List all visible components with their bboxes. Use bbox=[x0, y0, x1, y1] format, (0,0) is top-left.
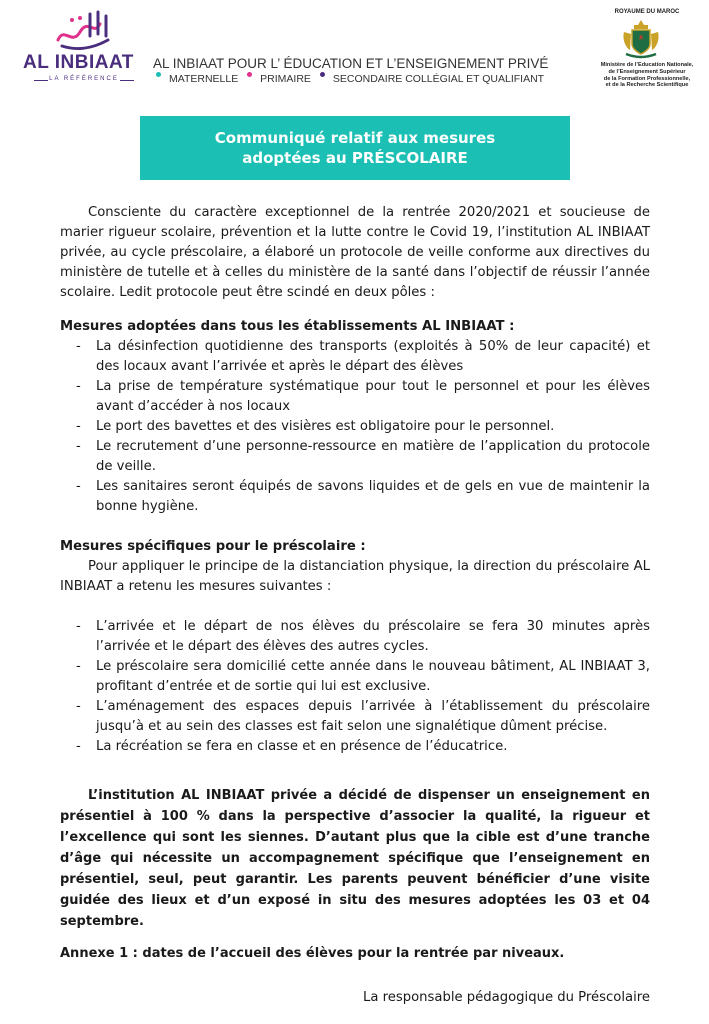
section2-intro: Pour appliquer le principe de la distanciation physique, la direction du préscolaire AL INBIAAT a retenu les mesures suivantes : bbox=[60, 559, 650, 594]
section1-list bbox=[60, 337, 650, 517]
ministry-line: de l’Enseignement Supérieur bbox=[608, 68, 686, 75]
banner-title: Communiqué relatif aux mesures adoptées au PRÉSCOLAIRE bbox=[214, 129, 496, 167]
list-item: - Le recrutement d’une personne-ressource en matière de l’application du protocole de veille. bbox=[60, 437, 650, 477]
ministry-line: de la Formation Professionnelle, bbox=[603, 75, 691, 82]
header-title: AL INBIAAT POUR L’ ÉDUCATION ET L’ENSEIGNEMENT PRIVÉ bbox=[153, 56, 549, 71]
logo-name: AL INBIAAT bbox=[23, 52, 134, 73]
section1-heading: Mesures adoptées dans tous les établissements AL INBIAAT : bbox=[60, 319, 515, 334]
ministry-label bbox=[590, 62, 704, 89]
cycles-line bbox=[150, 72, 544, 85]
list-item: - La désinfection quotidienne des transports (exploités à 50% de leur capacité) et des locaux avant l’arrivée et après le départ des élèves bbox=[60, 337, 650, 377]
cycle-dot-icon bbox=[247, 72, 252, 77]
cycle-maternelle: MATERNELLE bbox=[169, 73, 239, 85]
kingdom-label: ROYAUME DU MAROC bbox=[614, 9, 680, 15]
signature: La responsable pédagogique du Préscolaire bbox=[362, 990, 650, 1005]
cycle-dot-icon bbox=[320, 72, 325, 77]
list-item: - L’arrivée et le départ de nos élèves du préscolaire se fera 30 minutes après l’arrivée et le départ des élèves des autres cycles. bbox=[60, 617, 650, 657]
cycle-dot-icon bbox=[156, 72, 161, 77]
annex-line: Annexe 1 : dates de l’accueil des élèves pour la rentrée par niveaux. bbox=[60, 946, 565, 961]
cycle-secondaire: SECONDAIRE COLLÉGIAL ET QUALIFIANT bbox=[332, 73, 545, 85]
cycle-primaire: PRIMAIRE bbox=[260, 73, 311, 85]
logo-arabic-calligraphy-icon bbox=[50, 6, 118, 58]
section2-list bbox=[60, 617, 650, 757]
moroccan-coat-of-arms-icon bbox=[618, 18, 664, 60]
list-item: - Le préscolaire sera domicilié cette année dans le nouveau bâtiment, AL INBIAAT 3, profitant d’entrée et de sortie qui lui est exclusive. bbox=[60, 657, 650, 697]
ministry-line: Ministère de l’Education Nationale, bbox=[600, 62, 694, 68]
section2-heading: Mesures spécifiques pour le préscolaire : bbox=[60, 539, 366, 554]
ministry-line: et de la Recherche Scientifique bbox=[605, 82, 689, 89]
list-item: - Le port des bavettes et des visières est obligatoire pour le personnel. bbox=[60, 417, 650, 437]
closing-paragraph: L’institution AL INBIAAT privée a décidé de dispenser un enseignement en présentiel à 100 % dans la perspective d’associer la qualité, la rigueur et l’excellence qui sont les siennes. D’autant plus que la cible est d’une tranche d’âge qui nécessite un accompagnement spécifique que l’enseignement en présentiel, seul, peut garantir. Les parents peuvent bénéficier d’une visite guidée des lieux et d’un exposé in situ des mesures adoptées les 03 et 04 septembre. bbox=[60, 788, 650, 929]
list-item: - La récréation se fera en classe et en présence de l’éducatrice. bbox=[60, 737, 650, 757]
intro-paragraph: Consciente du caractère exceptionnel de la rentrée 2020/2021 et soucieuse de marier rigueur scolaire, prévention et la lutte contre le Covid 19, l’institution AL INBIAAT privée, au cycle préscolaire, a élaboré un protocole de veille conforme aux directives du ministère de tutelle et à celles du ministère de la santé dans l’objectif de réussir l’année scolaire. Ledit protocole peut être scindé en deux pôles : bbox=[60, 205, 650, 300]
document-body bbox=[60, 203, 650, 1008]
list-item: - Les sanitaires seront équipés de savons liquides et de gels en vue de maintenir la bonne hygiène. bbox=[60, 477, 650, 517]
title-banner bbox=[140, 116, 570, 180]
list-item: - La prise de température systématique pour tout le personnel et pour les élèves avant d’accéder à nos locaux bbox=[60, 377, 650, 417]
list-item: - L’aménagement des espaces depuis l’arrivée à l’établissement du préscolaire jusqu’à et au sein des classes est fait selon une signalétique dûment précise. bbox=[60, 697, 650, 737]
logo-tagline: LA RÉFÉRENCE bbox=[38, 76, 130, 82]
